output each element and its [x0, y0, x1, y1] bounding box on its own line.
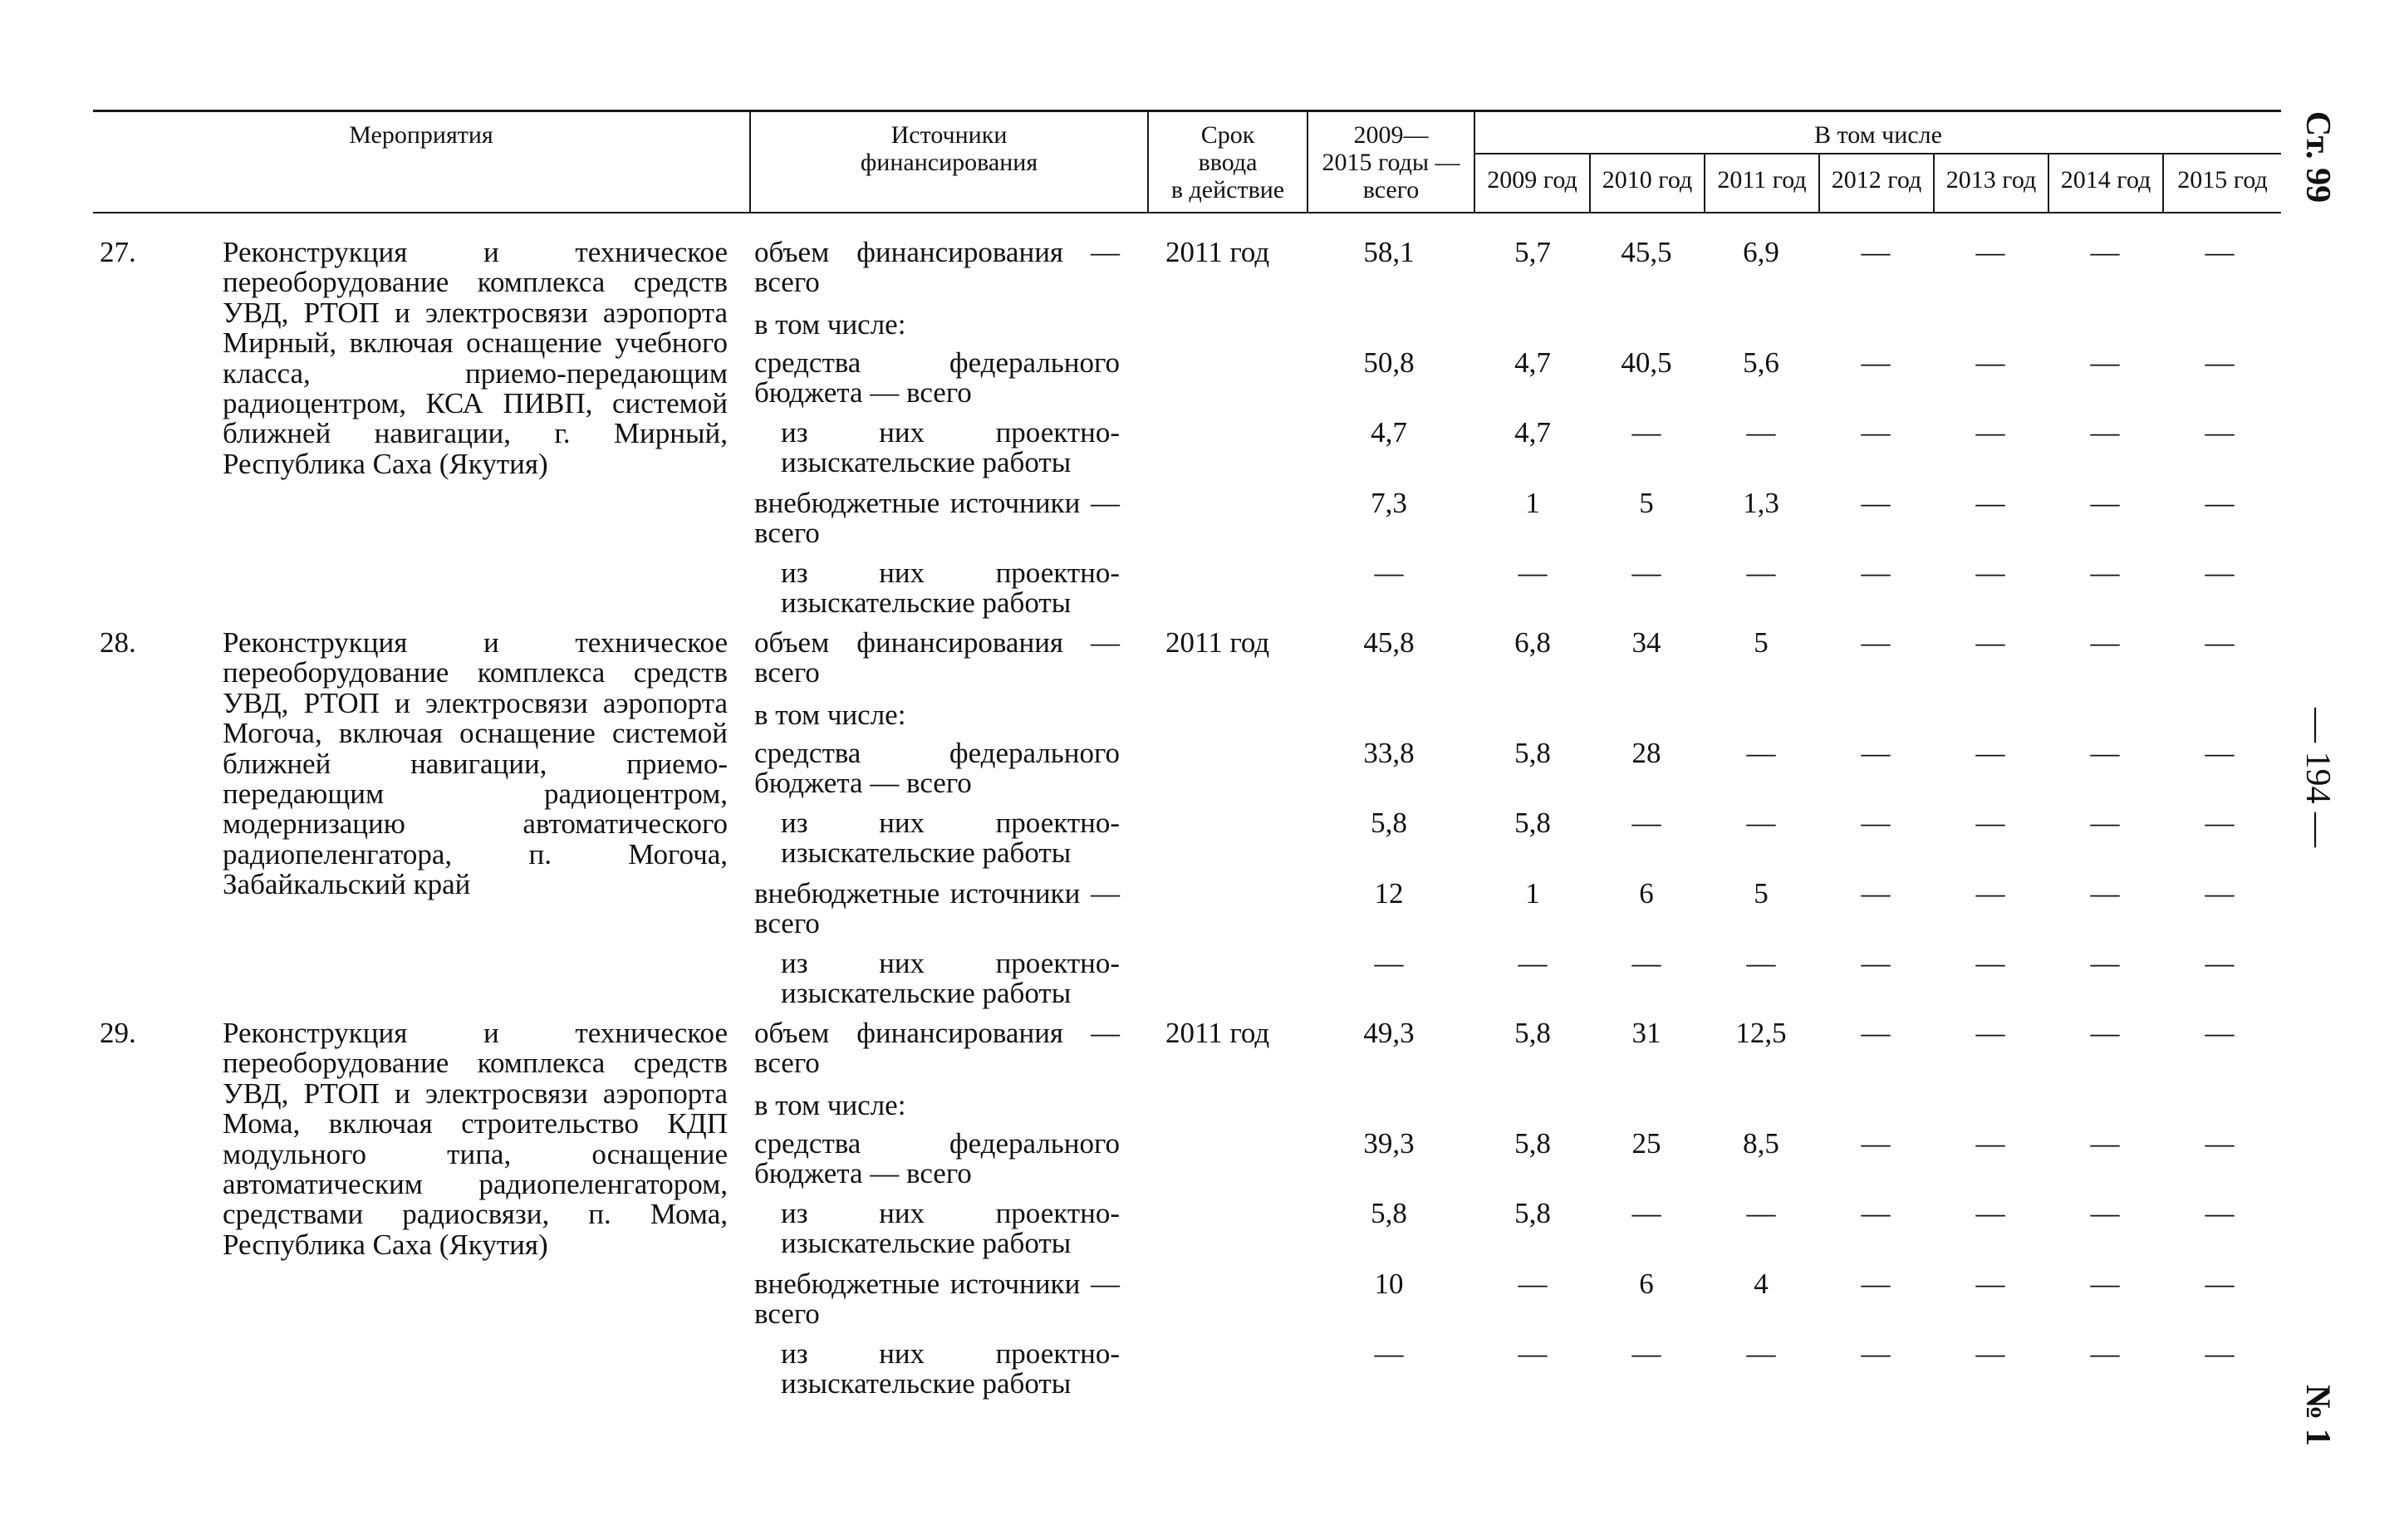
- cell-2012: —: [1861, 1017, 1891, 1049]
- cell-2014: —: [2090, 737, 2120, 769]
- header-year-2012: 2012 год: [1831, 166, 1922, 194]
- cell-2014: —: [2090, 416, 2120, 449]
- cell-2012: —: [1861, 626, 1891, 659]
- cell-2010: 34: [1631, 626, 1661, 659]
- cell-2013: —: [1975, 1268, 2005, 1300]
- cell-2009: 4,7: [1514, 346, 1551, 379]
- cell-2013: —: [1975, 947, 2005, 979]
- item-term: 2011 год: [1165, 236, 1270, 268]
- source-label: средства федерального бюджета — всего: [754, 346, 1120, 410]
- source-label: в том числе:: [754, 1089, 906, 1121]
- cell-2013: —: [1975, 807, 2005, 839]
- cell-2014: —: [2090, 557, 2120, 589]
- cell-2009: 5,8: [1514, 1127, 1551, 1160]
- cell-2014: —: [2090, 346, 2120, 379]
- cell-2011: 12,5: [1735, 1017, 1787, 1049]
- row-total: 58,1: [1363, 236, 1415, 268]
- cell-2010: 25: [1631, 1127, 1661, 1160]
- row-total: 50,8: [1363, 346, 1415, 379]
- cell-2010: 6: [1639, 877, 1654, 910]
- cell-2015: —: [2205, 947, 2235, 979]
- cell-2010: —: [1631, 1197, 1661, 1229]
- source-label: из них проектно-изыскательские работы: [781, 1197, 1120, 1260]
- source-label: из них проектно-изыскательские работы: [781, 416, 1120, 479]
- cell-2013: —: [1975, 416, 2005, 449]
- cell-2015: —: [2205, 487, 2235, 519]
- cell-2011: —: [1746, 1197, 1776, 1229]
- cell-2014: —: [2090, 877, 2120, 910]
- cell-2011: 6,9: [1743, 236, 1779, 268]
- source-label: из них проектно-изыскательские работы: [781, 947, 1120, 1010]
- row-total: 33,8: [1363, 737, 1415, 769]
- cell-2012: —: [1861, 1197, 1891, 1229]
- row-total: 12: [1374, 877, 1404, 910]
- source-label: в том числе:: [754, 308, 906, 341]
- cell-2012: —: [1861, 557, 1891, 589]
- cell-2009: —: [1518, 1337, 1548, 1370]
- cell-2014: —: [2090, 487, 2120, 519]
- item-description: Реконструкция и техническое переоборудование комплекса средств УВД, РТОП и электросвязи аэропорта Мирный, включая оснащение учебного класса, приемо-передающим радиоцентром, КСА ПИВП, системой ближней навигации, г. Мирный, Республика Саха (Якутия): [223, 236, 728, 480]
- source-label: из них проектно-изыскательские работы: [781, 1337, 1120, 1400]
- item-index: 29.: [100, 1017, 136, 1049]
- row-total: —: [1374, 947, 1404, 979]
- cell-2015: —: [2205, 1337, 2235, 1370]
- cell-2009: 6,8: [1514, 626, 1551, 659]
- source-label: из них проектно-изыскательские работы: [781, 557, 1120, 620]
- page-ref-label: Ст. 99: [2299, 110, 2337, 204]
- source-label: средства федерального бюджета — всего: [754, 1127, 1120, 1190]
- header-year-2014: 2014 год: [2060, 166, 2151, 194]
- cell-2014: —: [2090, 1017, 2120, 1049]
- cell-2015: —: [2205, 626, 2235, 659]
- row-total: 10: [1374, 1268, 1404, 1300]
- row-total: 5,8: [1371, 807, 1407, 839]
- header-year-2009: 2009 год: [1487, 166, 1577, 194]
- cell-2014: —: [2090, 626, 2120, 659]
- source-label: внебюджетные источники — всего: [754, 1268, 1120, 1331]
- cell-2014: —: [2090, 807, 2120, 839]
- item-index: 28.: [100, 626, 136, 659]
- cell-2012: —: [1861, 236, 1891, 268]
- cell-2011: 8,5: [1743, 1127, 1779, 1160]
- cell-2010: —: [1631, 807, 1661, 839]
- header-including: В том числе: [1814, 121, 1942, 149]
- cell-2013: —: [1975, 1337, 2005, 1370]
- cell-2015: —: [2205, 236, 2235, 268]
- source-label: объем финансирования — всего: [754, 236, 1120, 299]
- row-total: 4,7: [1371, 416, 1407, 449]
- cell-2010: 45,5: [1621, 236, 1672, 268]
- item-description: Реконструкция и техническое переоборудование комплекса средств УВД, РТОП и электросвязи аэропорта Мома, включая строительство КДП модульного типа, оснащение автоматическим радиопеленгатором, средствами радиосвязи, п. Мома, Республика Саха (Якутия): [223, 1017, 728, 1261]
- cell-2009: 5,8: [1514, 1197, 1551, 1229]
- source-label: внебюджетные источники — всего: [754, 487, 1120, 550]
- cell-2015: —: [2205, 1197, 2235, 1229]
- cell-2011: —: [1746, 416, 1776, 449]
- cell-2009: 5,7: [1514, 236, 1551, 268]
- cell-2011: —: [1746, 1337, 1776, 1370]
- cell-2009: 5,8: [1514, 1017, 1551, 1049]
- cell-2013: —: [1975, 626, 2005, 659]
- cell-2009: 5,8: [1514, 737, 1551, 769]
- cell-2010: —: [1631, 416, 1661, 449]
- cell-2010: —: [1631, 947, 1661, 979]
- row-total: —: [1374, 557, 1404, 589]
- cell-2012: —: [1861, 737, 1891, 769]
- header-total: 2009— 2015 годы — всего: [1322, 121, 1460, 204]
- row-total: 7,3: [1371, 487, 1407, 519]
- years-subheader-rule: [1474, 153, 2281, 154]
- item-term: 2011 год: [1165, 626, 1270, 659]
- cell-2012: —: [1861, 487, 1891, 519]
- header-term: Срок ввода в действие: [1170, 121, 1285, 204]
- cell-2010: 31: [1631, 1017, 1661, 1049]
- cell-2015: —: [2205, 1268, 2235, 1300]
- cell-2014: —: [2090, 236, 2120, 268]
- cell-2009: 1: [1525, 487, 1540, 519]
- cell-2015: —: [2205, 1127, 2235, 1160]
- cell-2015: —: [2205, 416, 2235, 449]
- row-total: 45,8: [1363, 626, 1415, 659]
- source-label: внебюджетные источники — всего: [754, 877, 1120, 940]
- cell-2012: —: [1861, 1268, 1891, 1300]
- cell-2012: —: [1861, 947, 1891, 979]
- issue-number-label: № 1: [2299, 1385, 2337, 1446]
- cell-2011: —: [1746, 737, 1776, 769]
- page-number-label: — 194 —: [2299, 708, 2337, 847]
- cell-2009: —: [1518, 557, 1548, 589]
- cell-2014: —: [2090, 1268, 2120, 1300]
- item-description: Реконструкция и техническое переоборудование комплекса средств УВД, РТОП и электросвязи аэропорта Могоча, включая оснащение системой ближней навигации, приемо-передающим радиоцентром, модернизацию автоматического радиопеленгатора, п. Могоча, Забайкальский край: [223, 626, 728, 901]
- item-term: 2011 год: [1165, 1017, 1270, 1049]
- source-label: в том числе:: [754, 699, 906, 731]
- cell-2012: —: [1861, 807, 1891, 839]
- header-source: Источники финансирования: [860, 121, 1038, 176]
- cell-2013: —: [1975, 877, 2005, 910]
- header-activity: Мероприятия: [349, 121, 493, 149]
- cell-2013: —: [1975, 1127, 2005, 1160]
- header-year-2013: 2013 год: [1945, 166, 2037, 194]
- item-index: 27.: [100, 236, 136, 268]
- row-total: 39,3: [1363, 1127, 1415, 1160]
- cell-2010: —: [1631, 557, 1661, 589]
- cell-2015: —: [2205, 737, 2235, 769]
- cell-2013: —: [1975, 346, 2005, 379]
- table-top-rule: [93, 110, 2281, 112]
- cell-2012: —: [1861, 1337, 1891, 1370]
- cell-2013: —: [1975, 1197, 2005, 1229]
- header-year-2011: 2011 год: [1717, 166, 1807, 194]
- cell-2015: —: [2205, 807, 2235, 839]
- cell-2011: 5: [1754, 626, 1769, 659]
- cell-2010: 40,5: [1621, 346, 1672, 379]
- cell-2013: —: [1975, 737, 2005, 769]
- source-label: объем финансирования — всего: [754, 626, 1120, 689]
- row-total: 5,8: [1371, 1197, 1407, 1229]
- source-label: из них проектно-изыскательские работы: [781, 807, 1120, 870]
- cell-2009: —: [1518, 947, 1548, 979]
- cell-2011: 5: [1754, 877, 1769, 910]
- cell-2011: —: [1746, 807, 1776, 839]
- cell-2013: —: [1975, 487, 2005, 519]
- cell-2015: —: [2205, 346, 2235, 379]
- cell-2012: —: [1861, 346, 1891, 379]
- cell-2012: —: [1861, 877, 1891, 910]
- cell-2009: 4,7: [1514, 416, 1551, 449]
- cell-2013: —: [1975, 1017, 2005, 1049]
- cell-2011: 5,6: [1743, 346, 1779, 379]
- cell-2015: —: [2205, 877, 2235, 910]
- cell-2011: —: [1746, 947, 1776, 979]
- cell-2012: —: [1861, 416, 1891, 449]
- header-year-2015: 2015 год: [2177, 166, 2268, 194]
- cell-2014: —: [2090, 1197, 2120, 1229]
- cell-2010: —: [1631, 1337, 1661, 1370]
- row-total: —: [1374, 1337, 1404, 1370]
- cell-2009: 5,8: [1514, 807, 1551, 839]
- row-total: 49,3: [1363, 1017, 1415, 1049]
- source-label: средства федерального бюджета — всего: [754, 737, 1120, 800]
- cell-2010: 28: [1631, 737, 1661, 769]
- cell-2011: 1,3: [1743, 487, 1779, 519]
- cell-2011: 4: [1754, 1268, 1769, 1300]
- header-year-2010: 2010 год: [1602, 166, 1693, 194]
- cell-2012: —: [1861, 1127, 1891, 1160]
- cell-2010: 5: [1639, 487, 1654, 519]
- cell-2009: 1: [1525, 877, 1540, 910]
- cell-2014: —: [2090, 947, 2120, 979]
- cell-2015: —: [2205, 1017, 2235, 1049]
- source-label: объем финансирования — всего: [754, 1017, 1120, 1080]
- cell-2015: —: [2205, 557, 2235, 589]
- cell-2010: 6: [1639, 1268, 1654, 1300]
- cell-2009: —: [1518, 1268, 1548, 1300]
- cell-2011: —: [1746, 557, 1776, 589]
- header-bottom-rule: [93, 212, 2281, 213]
- cell-2013: —: [1975, 557, 2005, 589]
- cell-2014: —: [2090, 1127, 2120, 1160]
- cell-2014: —: [2090, 1337, 2120, 1370]
- cell-2013: —: [1975, 236, 2005, 268]
